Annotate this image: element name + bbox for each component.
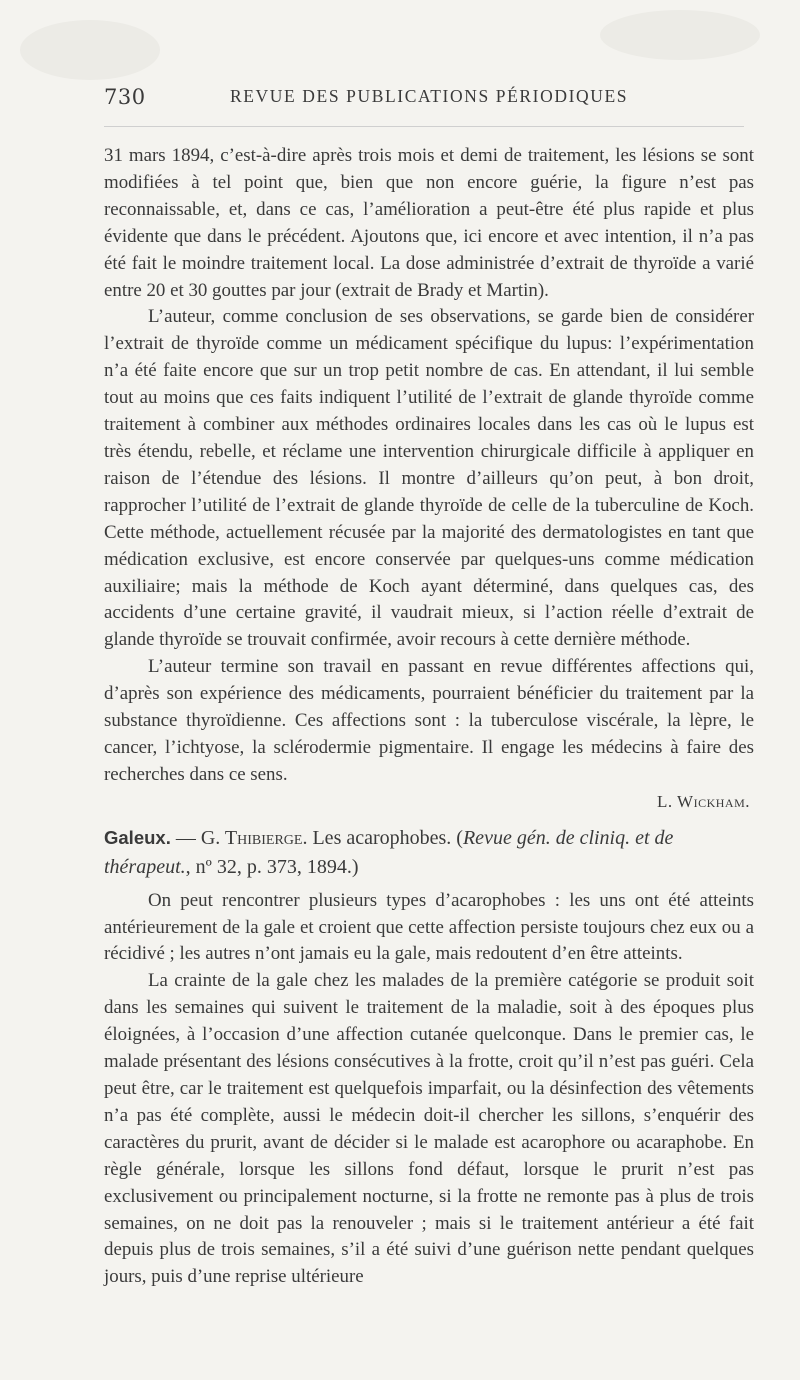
entry-dash: — — [170, 826, 201, 849]
paragraph: L’auteur, comme conclusion de ses observations, se garde bien de considérer l’extrait de thyroïde comme un médicament spécifique du lupus: l’expérimentation n’a été faite encore que sur un trop petit nombre de cas. En attendant, il lui semble tout au moins que ces faits indiquent l’utilité de l’extrait de glande thyroïde comme traitement à combiner aux méthodes ordinaires locales dans les cas où le lupus est très étendu, rebelle, et réclame une intervention chirurgicale difficile à appliquer en raison de l’étendue des lésions. Il montre d’ailleurs qu’on peut, à bon droit, rapprocher l’utilité de l’extrait de glande thyroïde de celle de la tuberculine de Koch. Cette méthode, actuellement récusée par la majorité des dermatologistes en tant que médication exclusive, est encore conservée par quelques-uns comme médication auxiliaire; mais la méthode de Koch ayant déterminé, dans quelques cas, des accidents d’une certaine gravité, il vaudrait mieux, si l’action réelle d’extrait de glande thyroïde se trouvait confirmée, avoir recours à cette dernière méthode. — [104, 306, 754, 651]
paragraph: L’auteur termine son travail en passant en revue différentes affections qui, d’après son expérience des médicaments, pourraient bénéficier du traitement par la substance thyroïdienne. Ces affections sont : la tuberculose viscérale, la lèpre, le cancer, l’ichtyose, la sclérodermie pigmentaire. Il engage les médecins à faire des recherches dans ce sens. — [104, 656, 754, 785]
review-entry-heading — [104, 824, 754, 882]
paper-stain — [20, 20, 160, 80]
entry-journal: Revue gén. de cliniq. et de thérapeut. — [104, 826, 674, 878]
paper-stain — [600, 10, 760, 60]
entry-author: G. Thibierge. — [200, 826, 308, 849]
article-body — [104, 143, 754, 1291]
paragraph: On peut rencontrer plusieurs types d’acarophobes : les uns ont été atteints antérieurement de la gale et croient que cette affection persiste toujours chez eux ou a récidivé ; les autres n’ont jamais eu la gale, mais redoutent d’en être atteints. — [104, 889, 754, 965]
paragraph: La crainte de la gale chez les malades de la première catégorie se produit soit dans les semaines qui suivent le traitement de la maladie, soit à des époques plus éloignées, à l’occasion d’une affection cutanée quelconque. Dans le premier cas, le malade présentant des lésions consécutives à la frotte, croit qu’il n’est pas guéri. Cela peut être, car le traitement est quelquefois imparfait, ou la désinfection des vêtements n’a pas été complète, aussi le médecin doit-il chercher les sillons, s’enquérir des caractères du prurit, avant de décider si le malade est acarophore ou acaraphobe. En règle générale, lorsque les sillons fond défaut, lorsque le prurit n’est pas exclusivement ou principalement nocturne, si la frotte ne remonte pas à plus de trois semaines, on ne doit pas la renouveler ; mais si le traitement antérieur a été fait depuis plus de trois semaines, s’il a été suivi d’une guérison nette pendant quelques jours, puis d’une reprise ultérieure — [104, 970, 754, 1288]
entry-heading: Galeux. — [104, 826, 171, 848]
page-number: 730 — [104, 85, 146, 109]
paragraph: 31 mars 1894, c’est-à-dire après trois mois et demi de traitement, les lésions se sont modifiées à tel point que, bien que non encore guérie, la figure n’est pas reconnaissable, et, dans ce cas, l’amélioration a peut-être été plus rapide et plus évidente que dans le précédent. Ajoutons que, ici encore et avec intention, il n’a pas été fait le moindre traitement local. La dose administrée d’extrait de thyroïde a varié entre 20 et 30 gouttes par jour (extrait de Brady et Martin). — [104, 145, 754, 301]
signature: L. Wickham. — [656, 791, 750, 811]
entry-details: , nº 32, p. 373, 1894.) — [185, 855, 359, 878]
header-rule — [104, 126, 744, 127]
running-title: REVUE DES PUBLICATIONS PÉRIODIQUES — [230, 86, 629, 106]
entry-title: Les acarophobes. ( — [307, 826, 463, 849]
